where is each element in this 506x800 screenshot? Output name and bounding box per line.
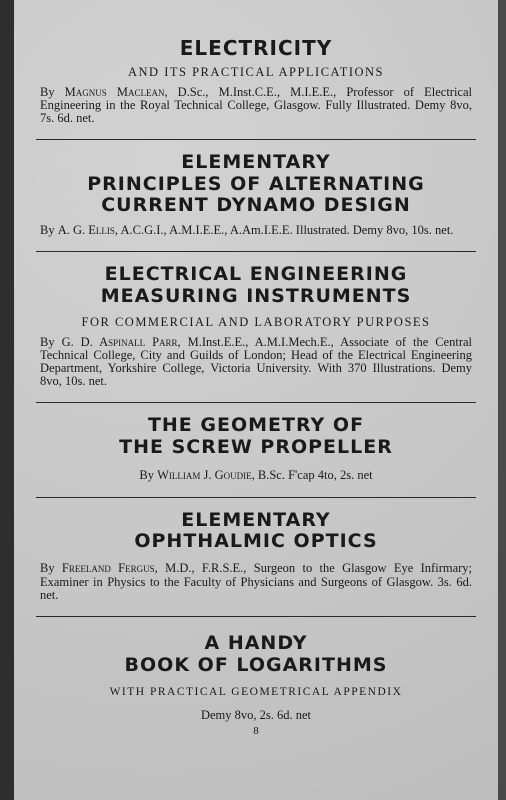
entry-alternating-current	[40, 140, 472, 237]
title-line: BOOK OF LOGARITHMS	[124, 653, 388, 676]
author-prefix: By	[40, 561, 55, 576]
title-line: ELECTRICAL ENGINEERING	[104, 263, 408, 286]
entry-byline	[40, 562, 472, 601]
entry-byline	[40, 336, 472, 389]
entry-byline	[40, 224, 472, 237]
entry-logarithms	[40, 617, 472, 724]
author-prefix: By	[40, 334, 55, 349]
title-line: ELECTRICITY	[179, 36, 333, 60]
title-line: PRINCIPLES OF ALTERNATING	[87, 172, 425, 195]
entry-details: , B.Sc. F'cap 4to, 2s. net	[251, 467, 373, 482]
author-prefix: By	[40, 85, 55, 99]
entry-measuring-instruments	[40, 252, 472, 388]
entry-details: , M.Inst.E.E., A.M.I.Mech.E., Associate of the Central Technical College, City and Guilds of London; Head of the Electrical Engineering Department, Yorkshire College, Victoria University. With 370 Illustrations. Demy 8vo, 10s. net.	[40, 334, 473, 389]
title-line: MEASURING INSTRUMENTS	[100, 284, 412, 307]
author-name: Magnus Maclean	[64, 85, 165, 99]
page-number: 8	[253, 725, 259, 738]
title-line: CURRENT DYNAMO DESIGN	[101, 193, 411, 216]
author-name: A. G. Ellis	[57, 223, 115, 238]
entry-details: , M.D., F.R.S.E., Surgeon to the Glasgow Eye Infirmary; Examiner in Physics to the Faculty of Physicians and Surgeons of Glasgow. 3s. 6d. net.	[40, 561, 473, 602]
entry-screw-propeller	[40, 403, 472, 483]
title-line: A HANDY	[204, 631, 308, 654]
entry-details: , D.Sc., M.Inst.C.E., M.I.E.E., Professor of Electrical Engineering in the Royal Technical College, Glasgow. Fully Illustrated. Demy 8vo, 7s. 6d. net.	[40, 85, 472, 126]
entry-byline	[40, 86, 472, 125]
author-prefix: By	[40, 223, 55, 238]
entry-ophthalmic-optics	[40, 498, 472, 602]
entry-electricity	[40, 0, 472, 125]
entry-title	[40, 38, 472, 59]
page-binding-edge	[0, 0, 14, 800]
author-name: Freeland Fergus	[61, 561, 155, 576]
entry-subtitle: WITH PRACTICAL GEOMETRICAL APPENDIX	[109, 686, 403, 699]
entry-byline	[40, 468, 472, 483]
entry-title	[40, 415, 472, 458]
title-line: OPHTHALMIC OPTICS	[134, 530, 378, 553]
entry-subtitle: AND ITS PRACTICAL APPLICATIONS	[127, 65, 385, 79]
entry-title	[40, 633, 472, 677]
author-prefix: By	[139, 467, 154, 482]
entry-title	[40, 510, 472, 553]
catalogue-page	[14, 0, 498, 800]
entry-title	[40, 264, 472, 307]
author-name: G. D. Aspinall Parr	[61, 334, 178, 349]
entry-details: , A.C.G.I., A.M.I.E.E., A.Am.I.E.E. Illustrated. Demy 8vo, 10s. net.	[114, 223, 454, 238]
entry-subtitle: FOR COMMERCIAL AND LABORATORY PURPOSES	[81, 314, 431, 329]
author-name: William J. Goudie	[157, 467, 252, 482]
entry-price: Demy 8vo, 2s. 6d. net	[200, 708, 312, 723]
title-line: ELEMENTARY	[181, 508, 331, 531]
page-outer-edge	[498, 0, 506, 800]
title-line: THE SCREW PROPELLER	[119, 435, 393, 458]
title-line: ELEMENTARY	[181, 151, 331, 174]
title-line: THE GEOMETRY OF	[147, 414, 365, 437]
entry-title	[40, 152, 472, 216]
